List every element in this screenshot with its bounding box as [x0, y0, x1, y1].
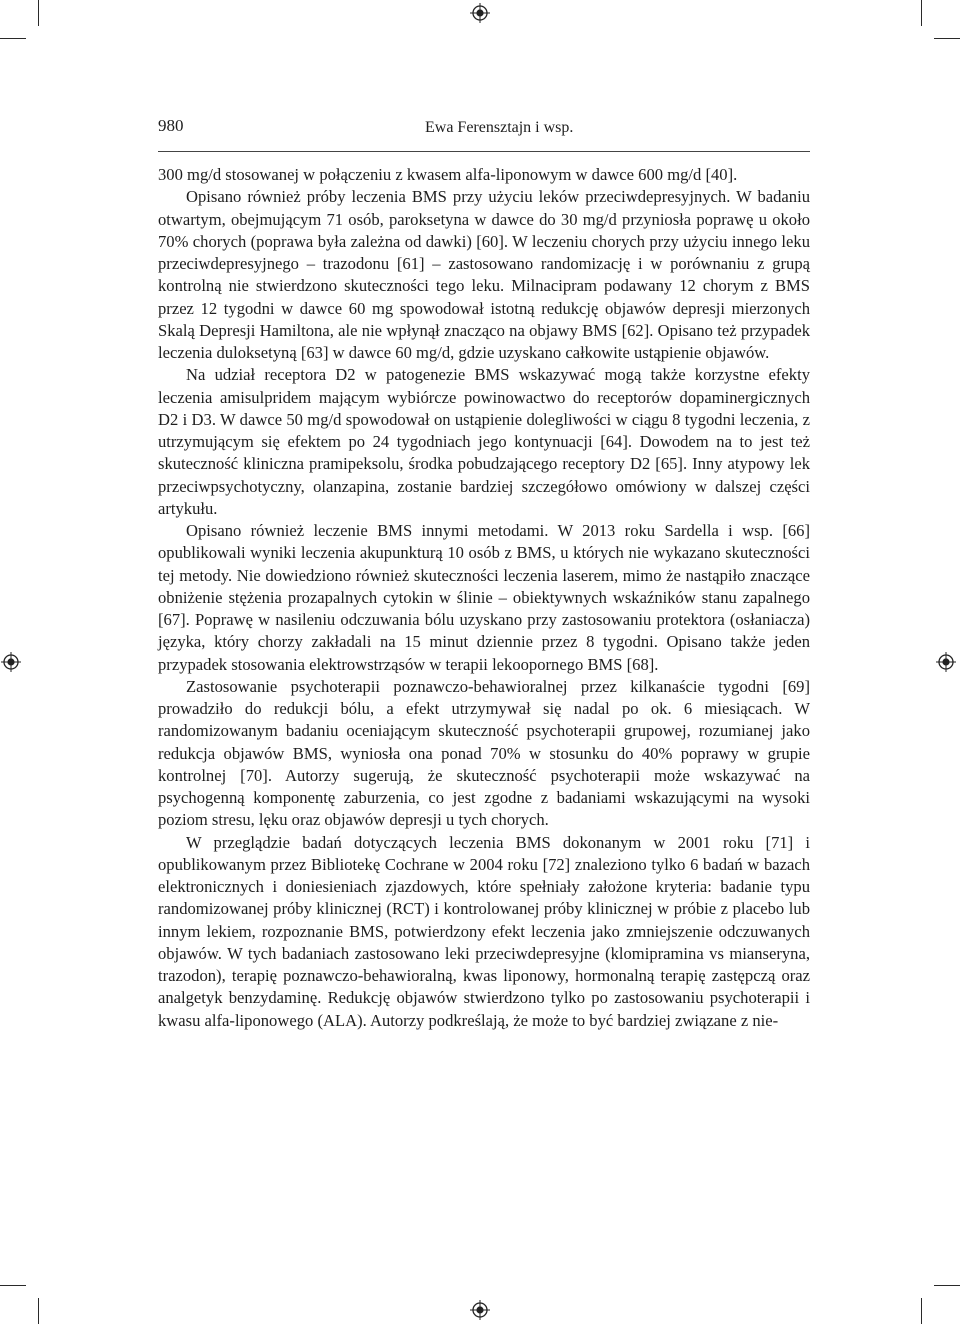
running-head-authors: Ewa Ferensztajn i wsp.	[425, 119, 574, 136]
crop-mark-top-right-vertical	[921, 0, 922, 26]
registration-mark-right-icon	[936, 652, 956, 672]
crop-mark-top-right-horizontal	[934, 38, 960, 39]
paragraph-d2-receptor: Na udział receptora D2 w patogenezie BMS wskazywać mogą także korzystne efekty leczenia amisulpridem mającym wybiórcze powinowactwo do receptorów dopaminergicznych D2 i D3. W dawce 50 mg/d spowodował on ustąpienie dolegliwości w ciągu 8 tygodni leczenia, z utrzymującym się efektem po 24 tygodniach jego kontynuacji [64]. Dowodem na to jest też skuteczność kliniczna pramipeksolu, środka pobudzającego receptory D2 [65]. Inny atypowy lek przeciwpsychotyczny, olanzapina, zostanie bardziej szczegółowo omówiony w dalszej części artykułu.	[158, 365, 810, 518]
body-text	[158, 164, 810, 1032]
crop-mark-bottom-left-vertical	[38, 1298, 39, 1324]
crop-mark-top-left-vertical	[38, 0, 39, 26]
paragraph-continuation: 300 mg/d stosowanej w połączeniu z kwasem alfa-liponowym w dawce 600 mg/d [40].	[158, 165, 738, 184]
paragraph-other-methods: Opisano również leczenie BMS innymi metodami. W 2013 roku Sardella i wsp. [66] opublikowali wyniki leczenia akupunkturą 10 osób z BMS, u których nie wykazano skuteczności tej metody. Nie dowiedziono również skuteczności leczenia laserem, mimo że nastąpiło znaczące obniżenie stężenia prozapalnych cytokin w ślinie – obiektywnych wskaźników stanu zapalnego [67]. Poprawę w nasileniu odczuwania bólu uzyskano przy zastosowaniu protektora (osłaniacza) języka, który chorzy zakładali na 15 minut dziennie przez 8 tygodni. Opisano także jeden przypadek stosowania elektrowstrząsów w terapii lekoopornego BMS [68].	[158, 521, 810, 674]
crop-mark-top-left-horizontal	[0, 38, 26, 39]
registration-mark-left-icon	[1, 652, 21, 672]
crop-mark-bottom-right-vertical	[921, 1298, 922, 1324]
registration-mark-top-icon	[470, 3, 490, 23]
paragraph-review: W przeglądzie badań dotyczących leczenia BMS dokonanym w 2001 roku [71] i opublikowanym przez Bibliotekę Cochrane w 2004 roku [72] znaleziono tylko 6 badań w bazach elektronicznych i doniesieniach zjazdowych, które spełniały założone kryteria: badanie typu randomizowanej próby klinicznej (RCT) i kontrolowanej próby klinicznej w próbie z placebo lub innym lekiem, rozpoznanie BMS, potwierdzony efekt leczenia jako zmniejszenie odczuwanych objawów. W tych badaniach zastosowano leki przeciwdepresyjne (klomipramina vs mianseryna, trazodon), terapię poznawczo-behawioralną, kwas liponowy, hormonalną terapię zastępczą oraz analgetyk benzydaminę. Redukcję objawów stwierdzono tylko po zastosowaniu psychoterapii i kwasu alfa-liponowego (ALA). Autorzy podkreślają, że może to być bardziej związane z nie-	[158, 832, 810, 1030]
paragraph-psychotherapy: Zastosowanie psychoterapii poznawczo-behawioralnej przez kilkanaście tygodni [69] prowadziło do redukcji bólu, a efekt utrzymywał się nadal po ok. 6 miesiącach. W randomizowanym badaniu oceniającym skuteczność psychoterapii grupowej, rozumianej jako redukcja objawów BMS, wyniosła ona ponad 70% w stosunku do 40% poprawy w grupie kontrolnej [70]. Autorzy sugerują, że skuteczność psychoterapii może wskazywać na psychogenną komponentę zaburzenia, co jest zgodne z badaniami wskazującymi na wysoki poziom stresu, lęku oraz objawów depresji u tych chorych.	[158, 676, 810, 830]
page-number: 980	[158, 116, 184, 135]
paragraph-antidepressants: Opisano również próby leczenia BMS przy użyciu leków przeciwdepresyjnych. W badaniu otwartym, obejmującym 71 osób, paroksetyna w dawce do 30 mg/d przyniosła poprawę u około 70% chorych (poprawa była zależna od dawki) [60]. W leczeniu chorych przy użyciu innego leku przeciwdepresyjnego – trazodonu [61] – zastosowano randomizację i w porównaniu z grupą kontrolną nie stwierdzono skuteczności tego leku. Milnacipram podawany 12 chorym z BMS przez 12 tygodni w dawce 60 mg spowodował istotną redukcję objawów depresji mierzonych Skalą Depresji Hamiltona, ale nie wpłynął znacząco na objawy BMS [62]. Opisano też przypadek leczenia duloksetyną [63] w dawce 60 mg/d, gdzie uzyskano całkowite ustąpienie objawów.	[158, 187, 810, 362]
registration-mark-bottom-icon	[470, 1300, 490, 1320]
header-rule	[158, 151, 810, 152]
crop-mark-bottom-left-horizontal	[0, 1285, 26, 1286]
crop-mark-bottom-right-horizontal	[934, 1285, 960, 1286]
